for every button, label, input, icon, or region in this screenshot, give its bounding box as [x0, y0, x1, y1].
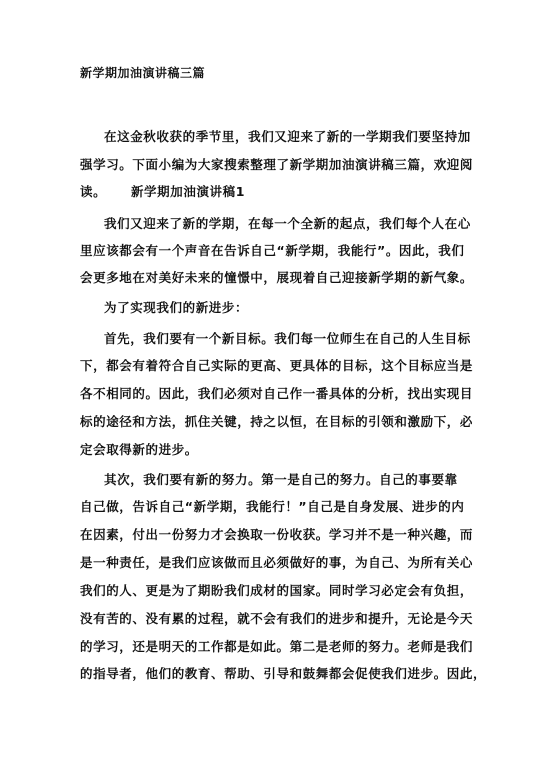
paragraph-line: 里应该都会有一个声音在告诉自己“新学期，我能行”。因此，我们: [80, 243, 465, 258]
paragraph-line: 强学习。下面小编为大家搜索整理了新学期加油演讲稿三篇，欢迎阅: [80, 157, 474, 172]
paragraph-line: 定会取得新的进步。: [80, 442, 198, 457]
paragraph-line: 为了实现我们的新进步：: [104, 300, 249, 315]
paragraph-line: 是一种责任，是我们应该做而且必须做好的事，为自己、为所有关心: [80, 555, 474, 570]
paragraph-line: 我们的人、更是为了期盼我们成材的国家。同时学习必定会有负担，: [80, 583, 474, 598]
paragraph-line: 自己做，告诉自己“新学期，我能行！”自己是自身发展、进步的内: [80, 499, 465, 514]
paragraph-line: 其次，我们要有新的努力。第一是自己的努力。自己的事要靠: [104, 472, 458, 487]
paragraph-line: 的学习，还是明天的工作都是如此。第二是老师的努力。老师是我们: [80, 639, 474, 654]
paragraph-line: 会更多地在对美好未来的憧憬中，展现着自己迎接新学期的新气象。: [80, 270, 474, 285]
paragraph-line: 下，都会有着符合自己实际的更高、更具体的目标，这个目标应当是: [80, 358, 474, 373]
paragraph-line: 各不相同的。因此，我们必须对自己作一番具体的分析，找出实现目: [80, 386, 474, 401]
paragraph-line: 的指导者，他们的教育、帮助、引导和鼓舞都会促使我们进步。因此，: [80, 666, 487, 681]
paragraph-line: 在这金秋收获的季节里，我们又迎来了新的一学期我们要坚持加: [104, 129, 471, 144]
paragraph-line: 在因素，付出一份努力才会换取一份收获。学习并不是一种兴趣，而: [80, 527, 474, 542]
paragraph-line: 标的途径和方法，抓住关键，持之以恒，在目标的引领和激励下，必: [80, 414, 474, 429]
document-title: 新学期加油演讲稿三篇: [80, 66, 206, 80]
paragraph-line: 首先，我们要有一个新目标。我们每一位师生在自己的人生目标: [104, 331, 471, 346]
paragraph-line: 我们又迎来了新的学期，在每一个全新的起点，我们每个人在心: [104, 216, 471, 231]
paragraph-line: 没有苦的、没有累的过程，就不会有我们的进步和提升，无论是今天: [80, 611, 474, 626]
paragraph-line: 读。 新学期加油演讲稿1: [80, 184, 246, 199]
